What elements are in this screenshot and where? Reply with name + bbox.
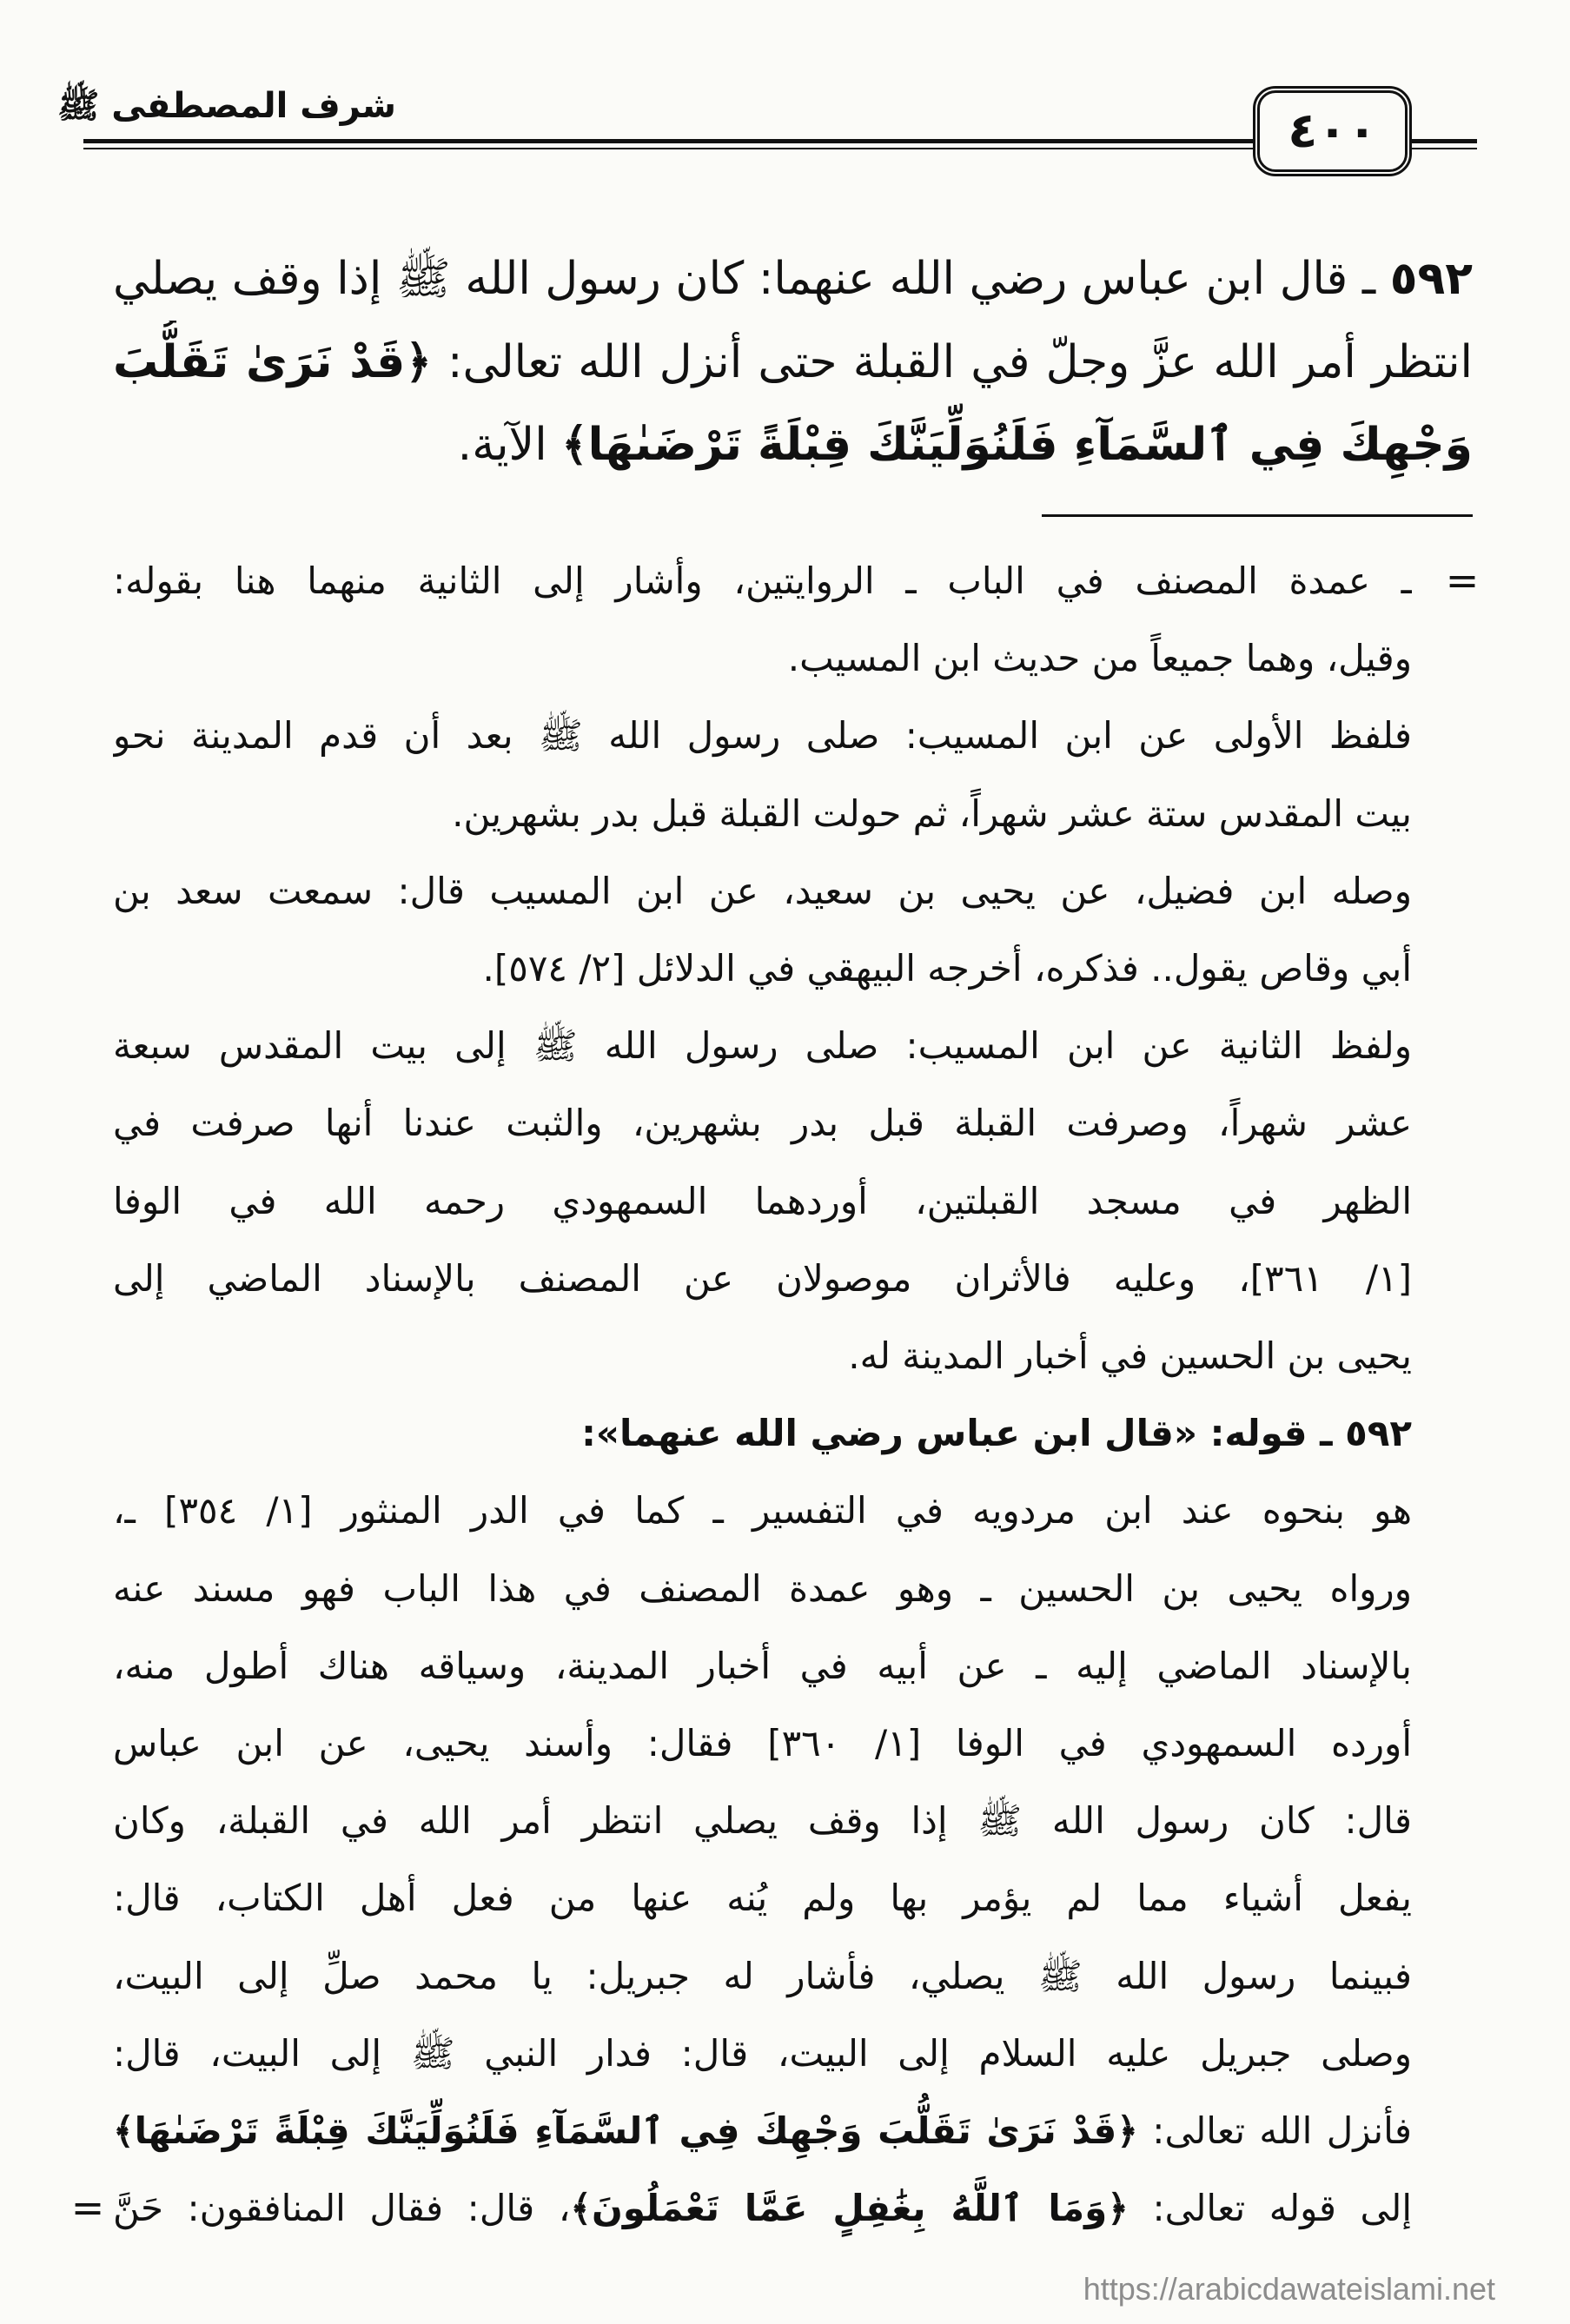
footnote-heading: ٥٩٢ ـ قوله: «قال ابن عباس رضي الله عنهما»: [581, 1412, 1412, 1454]
footnote-line: يحيى بن الحسين في أخبار المدينة له. [848, 1334, 1412, 1377]
page-number-box [1253, 86, 1412, 176]
header-rule [1408, 139, 1477, 149]
footnote-line: عشر شهراً، وصرفت القبلة قبل بدر بشهرين، والثبت عندنا أنها صرفت في [113, 1102, 1412, 1144]
quran-verse: ﴿قَدْ نَرَىٰ تَقَلُّبَ وَجْهِكَ فِي ٱلسَّمَآءِ فَلَنُوَلِّيَنَّكَ قِبْلَةً تَرْضَىٰهَا﴾ [113, 2109, 1138, 2152]
main-text-line [113, 321, 1473, 404]
book-title: شرف المصطفى ﷺ [56, 86, 396, 126]
footnote-line: يفعل أشياء مما لم يؤمر بها ولم يُنه عنها من فعل أهل الكتاب، قال: [113, 1877, 1412, 1919]
footnote-line: فبينما رسول الله ﷺ يصلي، فأشار له جبريل: يا محمد صلِّ إلى البيت، [113, 1955, 1412, 1997]
footnote-line [113, 2169, 1412, 2247]
header-rule [83, 139, 1256, 149]
footnote-line: فلفظ الأولى عن ابن المسيب: صلى رسول الله ﷺ بعد أن قدم المدينة نحو [113, 714, 1412, 757]
watermark-url: https://arabicdawateislami.net [1083, 2271, 1495, 2307]
footnote-line [113, 2092, 1412, 2169]
page-number: ٤٠٠ [1288, 103, 1377, 159]
footnote-line: بيت المقدس ستة عشر شهراً، ثم حولت القبلة قبل بدر بشهرين. [452, 792, 1412, 835]
main-text: انتظر أمر الله عزَّ وجلّ في القبلة حتى أنزل الله تعالى: [431, 336, 1473, 388]
main-text-line [113, 237, 1473, 321]
footnote-line: بالإسناد الماضي إليه ـ عن أبيه في أخبار المدينة، وسياقه هناك أطول منه، [113, 1645, 1412, 1687]
footnote-line: ورواه يحيى بن الحسين ـ وهو عمدة المصنف في هذا الباب فهو مسند عنه [113, 1567, 1412, 1610]
footnote-line: قال: كان رسول الله ﷺ إذا وقف يصلي انتظر أمر الله في القبلة، وكان [113, 1799, 1412, 1842]
footnote-line: أورده السمهودي في الوفا [١/ ٣٦٠] فقال: وأسند يحيى، عن ابن عباس [113, 1722, 1412, 1765]
quran-verse: ﴿قَدْ نَرَىٰ تَقَلُّبَ [113, 336, 432, 388]
main-text: ـ قال ابن عباس رضي الله عنهما: كان رسول الله ﷺ إذا وقف يصلي [113, 253, 1390, 305]
footnote-text: إلى قوله تعالى: [1128, 2187, 1412, 2229]
footnote-line: وصله ابن فضيل، عن يحيى بن سعيد، عن ابن المسيب قال: سمعت سعد بن [113, 870, 1412, 912]
footnote-line: وقيل، وهما جميعاً من حديث ابن المسيب. [787, 637, 1412, 679]
footnote-line: وصلى جبريل عليه السلام إلى البيت، قال: فدار النبي ﷺ إلى البيت، قال: [113, 2032, 1412, 2075]
hadith-number: ٥٩٢ [1389, 253, 1473, 305]
main-text: الآية. [457, 419, 562, 471]
footnote-separator [1042, 514, 1473, 517]
footnote-text: فأنزل الله تعالى: [1137, 2109, 1412, 2152]
footnote-line: ولفظ الثانية عن ابن المسيب: صلى رسول الله ﷺ إلى بيت المقدس سبعة [113, 1024, 1412, 1067]
footnote-line: أبي وقاص يقول.. فذكره، أخرجه البيهقي في الدلائل [٢/ ٥٧٤]. [482, 947, 1412, 990]
continuation-mark: = [1445, 557, 1480, 604]
main-text-line [113, 403, 1473, 487]
quran-verse: وَجْهِكَ فِي ٱلسَّمَآءِ فَلَنُوَلِّيَنَّكَ قِبْلَةً تَرْضَىٰهَا﴾ [561, 419, 1473, 471]
quran-verse: ﴿وَمَا ٱللَّهُ بِغَٰفِلٍ عَمَّا تَعْمَلُونَ﴾ [570, 2187, 1129, 2229]
continuation-mark: = [70, 2184, 105, 2231]
footnote-line: [١/ ٣٦١]، وعليه فالأثران موصولان عن المصنف بالإسناد الماضي إلى [113, 1257, 1412, 1300]
footnote-line: الظهر في مسجد القبلتين، أوردهما السمهودي رحمه الله في الوفا [113, 1180, 1412, 1222]
footnote-text: ، قال: فقال المنافقون: حَنَّ [113, 2187, 571, 2229]
footnote-line: هو بنحوه عند ابن مردويه في التفسير ـ كما في الدر المنثور [١/ ٣٥٤] ـ، [113, 1489, 1412, 1532]
footnote-line: ـ عمدة المصنف في الباب ـ الروايتين، وأشار إلى الثانية منهما هنا بقوله: [113, 559, 1412, 602]
